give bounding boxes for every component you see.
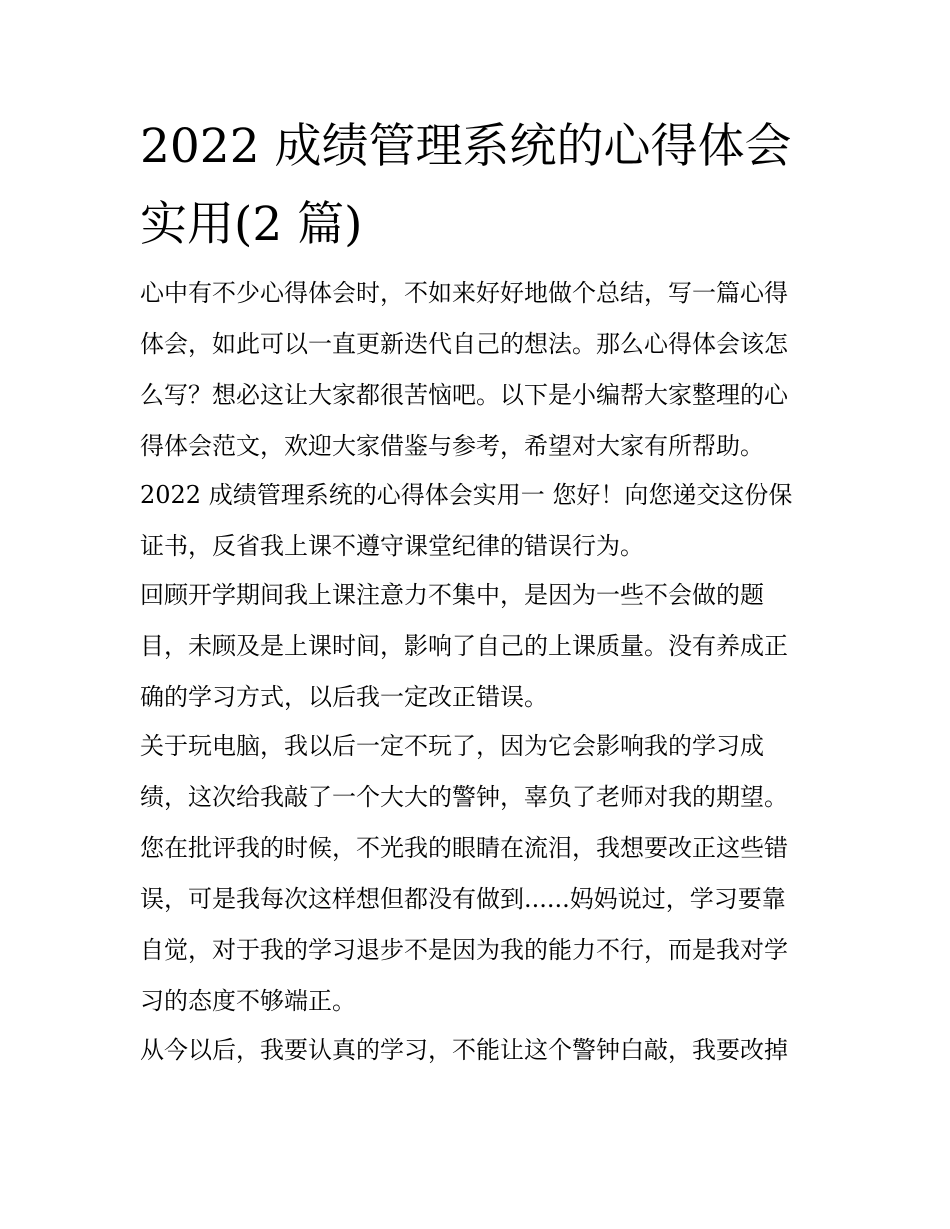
paragraph-line: 误，可是我每次这样想但都没有做到......妈妈说过，学习要靠 bbox=[140, 885, 786, 913]
paragraph-computer bbox=[140, 721, 812, 1027]
title-line-1: 2022 成绩管理系统的心得体会 bbox=[140, 119, 792, 174]
title-line-2: 实用(2 篇) bbox=[140, 197, 363, 252]
paragraph-line: 得体会范文，欢迎大家借鉴与参考，希望对大家有所帮助。 bbox=[140, 432, 764, 460]
paragraph-line: 确的学习方式，以后我一定改正错误。 bbox=[140, 683, 548, 711]
paragraph-line: 自觉，对于我的学习退步不是因为我的能力不行，而是我对学 bbox=[140, 936, 788, 964]
paragraph-intro bbox=[140, 268, 812, 472]
paragraph-line: 目，未顾及是上课时间，影响了自己的上课质量。没有养成正 bbox=[140, 632, 788, 660]
paragraph-line: 证书，反省我上课不遵守课堂纪律的错误行为。 bbox=[140, 532, 644, 560]
paragraph-line: 体会，如此可以一直更新迭代自己的想法。那么心得体会该怎 bbox=[140, 330, 788, 358]
paragraph-review bbox=[140, 570, 812, 723]
paragraph-line: 绩，这次给我敲了一个大大的警钟，辜负了老师对我的期望。 bbox=[140, 783, 788, 811]
document-title bbox=[140, 108, 812, 264]
paragraph-line: 2022 成绩管理系统的心得体会实用一 您好！向您递交这份保 bbox=[140, 481, 793, 509]
paragraph-line: 回顾开学期间我上课注意力不集中，是因为一些不会做的题 bbox=[140, 581, 764, 609]
paragraph-section-1-opening bbox=[140, 470, 812, 572]
paragraph-line: 您在批评我的时候，不光我的眼睛在流泪，我想要改正这些错 bbox=[140, 834, 788, 862]
paragraph-resolution bbox=[140, 1025, 812, 1076]
paragraph-line: 么写？想必这让大家都很苦恼吧。以下是小编帮大家整理的心 bbox=[140, 381, 788, 409]
document-page bbox=[140, 108, 812, 1074]
paragraph-line: 心中有不少心得体会时，不如来好好地做个总结，写一篇心得 bbox=[140, 279, 788, 307]
paragraph-line: 关于玩电脑，我以后一定不玩了，因为它会影响我的学习成 bbox=[140, 732, 764, 760]
paragraph-line: 从今以后，我要认真的学习，不能让这个警钟白敲，我要改掉 bbox=[140, 1036, 788, 1064]
paragraph-line: 习的态度不够端正。 bbox=[140, 987, 356, 1015]
